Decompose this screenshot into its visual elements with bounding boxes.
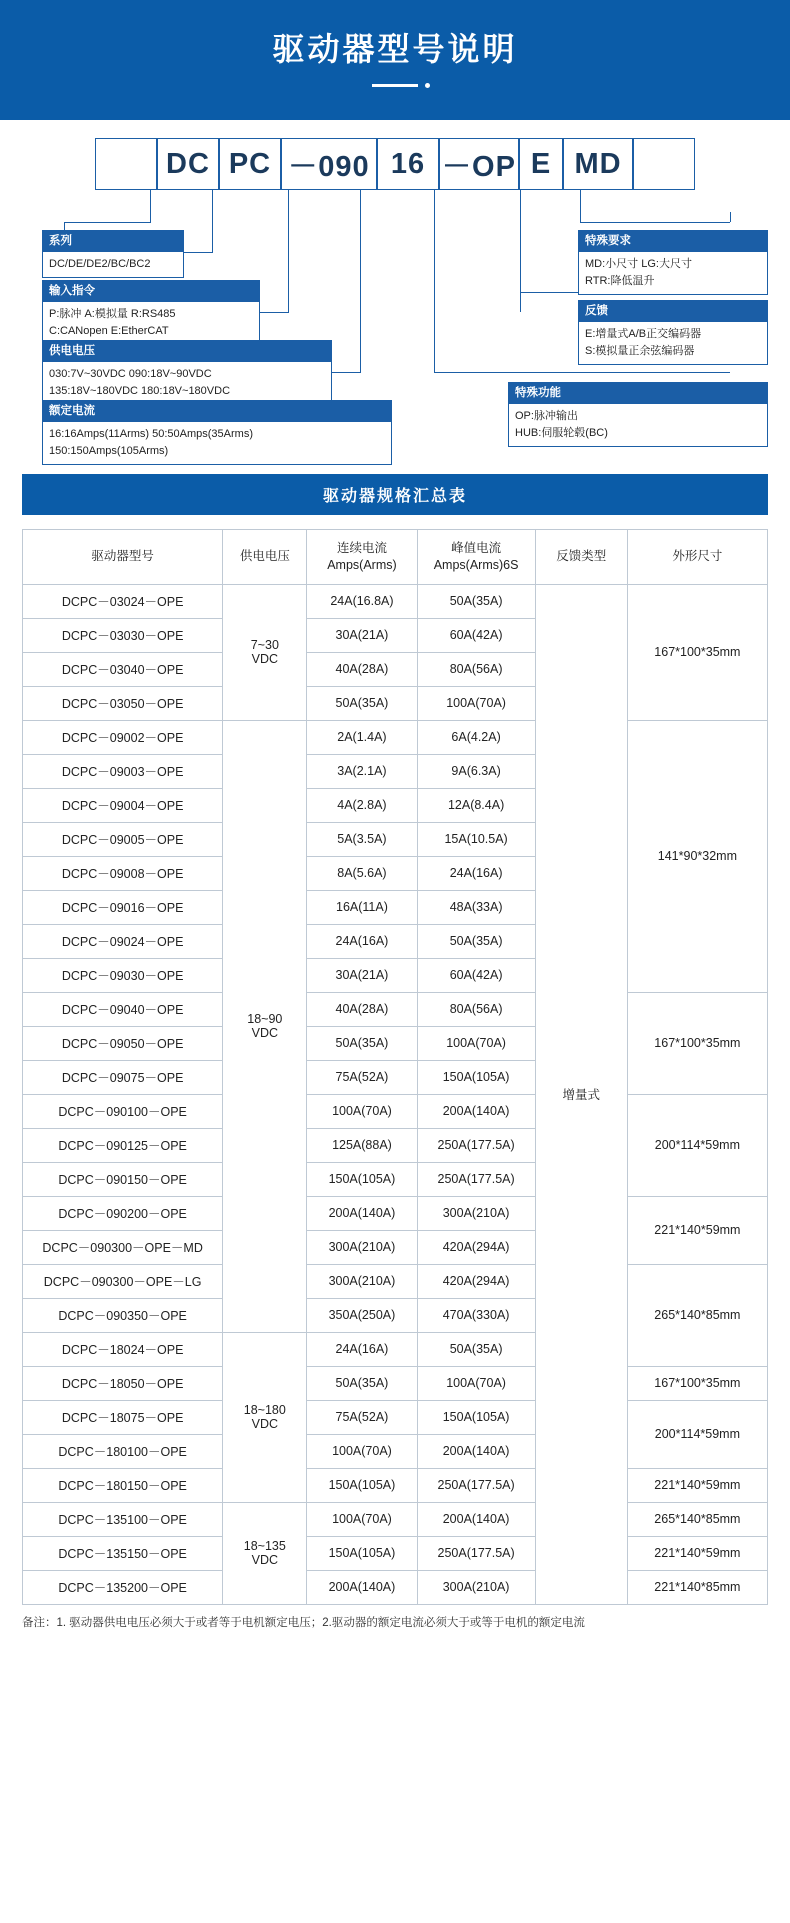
cell-continuous-current: 100A(70A) [307,1094,417,1128]
cell-continuous-current: 40A(28A) [307,992,417,1026]
callout-feedback [578,300,768,365]
cell-continuous-current: 3A(2.1A) [307,754,417,788]
cell-peak-current: 250A(177.5A) [417,1128,535,1162]
callout-input-command-body [43,302,259,344]
cell-dimensions: 141*90*32mm [627,720,767,992]
cell-continuous-current: 24A(16A) [307,924,417,958]
cell-peak-current: 150A(105A) [417,1060,535,1094]
cell-model: DCPC－18024－OPE [23,1332,223,1366]
cell-peak-current: 100A(70A) [417,1026,535,1060]
cell-continuous-current: 350A(250A) [307,1298,417,1332]
cell-model: DCPC－09030－OPE [23,958,223,992]
cell-peak-current: 470A(330A) [417,1298,535,1332]
callout-supply-voltage-body [43,362,331,404]
code-cell-current: 16 [377,138,439,190]
cell-dimensions: 221*140*59mm [627,1468,767,1502]
table-row [23,1570,768,1604]
cell-continuous-current: 300A(210A) [307,1230,417,1264]
callout-feedback-line1: E:增量式A/B正交编码器 [585,327,702,340]
model-code-row [22,138,768,190]
cell-continuous-current: 40A(28A) [307,652,417,686]
cell-voltage-group: 18~135 VDC [223,1502,307,1604]
cell-continuous-current: 5A(3.5A) [307,822,417,856]
cell-dimensions: 221*140*59mm [627,1536,767,1570]
code-cell-0 [95,138,157,190]
cell-peak-current: 250A(177.5A) [417,1536,535,1570]
spec-table [22,529,768,1605]
cell-continuous-current: 2A(1.4A) [307,720,417,754]
table-row [23,1196,768,1230]
cell-model: DCPC－135100－OPE [23,1502,223,1536]
cell-peak-current: 150A(105A) [417,1400,535,1434]
table-row [23,1536,768,1570]
cell-dimensions: 200*114*59mm [627,1400,767,1468]
cell-continuous-current: 100A(70A) [307,1434,417,1468]
cell-voltage-group: 18~90 VDC [223,720,307,1332]
table-row [23,1264,768,1298]
col-header-continuous-current: 连续电流 Amps(Arms) [307,530,417,585]
code-cell-command: PC [219,138,281,190]
cell-model: DCPC－09003－OPE [23,754,223,788]
cell-continuous-current: 200A(140A) [307,1570,417,1604]
table-row [23,1094,768,1128]
col-header-model: 驱动器型号 [23,530,223,585]
model-code-diagram [22,120,768,470]
cell-peak-current: 250A(177.5A) [417,1468,535,1502]
cell-peak-current: 12A(8.4A) [417,788,535,822]
cell-peak-current: 50A(35A) [417,1332,535,1366]
code-cell-series: DC [157,138,219,190]
cell-continuous-current: 24A(16A) [307,1332,417,1366]
cell-peak-current: 100A(70A) [417,1366,535,1400]
cell-peak-current: 250A(177.5A) [417,1162,535,1196]
cell-dimensions: 221*140*59mm [627,1196,767,1264]
callout-special-requirement-header: 特殊要求 [579,231,767,252]
cell-continuous-current: 16A(11A) [307,890,417,924]
cell-model: DCPC－03050－OPE [23,686,223,720]
cell-peak-current: 15A(10.5A) [417,822,535,856]
callout-input-command-line2: C:CANopen E:EtherCAT [49,324,169,337]
cell-voltage-group: 7~30 VDC [223,584,307,720]
cell-peak-current: 300A(210A) [417,1570,535,1604]
cell-model: DCPC－09024－OPE [23,924,223,958]
cell-peak-current: 9A(6.3A) [417,754,535,788]
callout-feedback-line2: S:模拟量正余弦编码器 [585,344,695,357]
title-underline-decoration [372,84,418,87]
callout-supply-voltage [42,340,332,405]
cell-peak-current: 420A(294A) [417,1230,535,1264]
cell-model: DCPC－135200－OPE [23,1570,223,1604]
table-row [23,720,768,754]
cell-model: DCPC－09040－OPE [23,992,223,1026]
callout-rated-current-header: 额定电流 [43,401,391,422]
cell-feedback-type: 增量式 [535,584,627,1604]
cell-model: DCPC－090125－OPE [23,1128,223,1162]
cell-peak-current: 50A(35A) [417,584,535,618]
cell-model: DCPC－090300－OPE－MD [23,1230,223,1264]
cell-model: DCPC－18075－OPE [23,1400,223,1434]
cell-peak-current: 48A(33A) [417,890,535,924]
cell-continuous-current: 300A(210A) [307,1264,417,1298]
callout-input-command [42,280,260,345]
leader-line-current-v [360,190,361,372]
cell-model: DCPC－09002－OPE [23,720,223,754]
cell-peak-current: 300A(210A) [417,1196,535,1230]
cell-model: DCPC－09050－OPE [23,1026,223,1060]
cell-dimensions: 265*140*85mm [627,1502,767,1536]
cell-peak-current: 200A(140A) [417,1502,535,1536]
cell-dimensions: 167*100*35mm [627,1366,767,1400]
callout-rated-current-body [43,422,391,464]
cell-model: DCPC－090300－OPE－LG [23,1264,223,1298]
cell-dimensions: 167*100*35mm [627,992,767,1094]
code-cell-function: －OP [439,138,519,190]
callout-supply-voltage-header: 供电电压 [43,341,331,362]
cell-peak-current: 420A(294A) [417,1264,535,1298]
cell-model: DCPC－180150－OPE [23,1468,223,1502]
callout-special-requirement [578,230,768,295]
callout-special-function-body [509,404,767,446]
cell-model: DCPC－180100－OPE [23,1434,223,1468]
table-row [23,584,768,618]
cell-peak-current: 200A(140A) [417,1434,535,1468]
cell-model: DCPC－03040－OPE [23,652,223,686]
cell-peak-current: 24A(16A) [417,856,535,890]
cell-model: DCPC－090200－OPE [23,1196,223,1230]
table-row [23,1502,768,1536]
leader-line-voltage-v [288,190,289,312]
code-cell-feedback: E [519,138,563,190]
cell-continuous-current: 50A(35A) [307,686,417,720]
table-body [23,584,768,1604]
cell-voltage-group: 18~180 VDC [223,1332,307,1502]
col-header-peak-current: 峰值电流 Amps(Arms)6S [417,530,535,585]
cell-continuous-current: 75A(52A) [307,1400,417,1434]
callout-input-command-line1: P:脉冲 A:模拟量 R:RS485 [49,307,176,320]
col-header-voltage: 供电电压 [223,530,307,585]
cell-model: DCPC－090350－OPE [23,1298,223,1332]
cell-continuous-current: 100A(70A) [307,1502,417,1536]
cell-continuous-current: 150A(105A) [307,1468,417,1502]
cell-model: DCPC－03030－OPE [23,618,223,652]
cell-continuous-current: 200A(140A) [307,1196,417,1230]
leader-line-feedback-v [520,190,521,312]
cell-dimensions: 200*114*59mm [627,1094,767,1196]
table-header-row [23,530,768,585]
cell-model: DCPC－09008－OPE [23,856,223,890]
cell-peak-current: 50A(35A) [417,924,535,958]
cell-continuous-current: 150A(105A) [307,1536,417,1570]
callout-special-function-line1: OP:脉冲输出 [515,409,578,422]
cell-model: DCPC－09005－OPE [23,822,223,856]
footer-note: 备注：1. 驱动器供电电压必须大于或者等于电机额定电压；2.驱动器的额定电流必须大于或等于电机的额定电流 [22,1616,585,1629]
cell-continuous-current: 24A(16.8A) [307,584,417,618]
cell-peak-current: 80A(56A) [417,652,535,686]
callout-special-function [508,382,768,447]
cell-model: DCPC－18050－OPE [23,1366,223,1400]
callout-special-function-line2: HUB:伺服轮毂(BC) [515,426,608,439]
cell-model: DCPC－090100－OPE [23,1094,223,1128]
cell-peak-current: 100A(70A) [417,686,535,720]
leader-line-special-drop [730,212,731,222]
cell-dimensions: 167*100*35mm [627,584,767,720]
callout-rated-current [42,400,392,465]
cell-peak-current: 80A(56A) [417,992,535,1026]
leader-line-special-h [580,222,730,223]
cell-continuous-current: 50A(35A) [307,1026,417,1060]
cell-continuous-current: 30A(21A) [307,958,417,992]
leader-line-series-v [150,190,151,222]
callout-rated-current-line2: 150:150Amps(105Arms) [49,444,169,457]
callout-rated-current-line1: 16:16Amps(11Arms) 50:50Amps(35Arms) [49,427,253,440]
callout-series-header: 系列 [43,231,183,252]
cell-dimensions: 221*140*85mm [627,1570,767,1604]
cell-continuous-current: 8A(5.6A) [307,856,417,890]
cell-dimensions: 265*140*85mm [627,1264,767,1366]
leader-line-command-v [212,190,213,252]
callout-input-command-header: 输入指令 [43,281,259,302]
cell-model: DCPC－09075－OPE [23,1060,223,1094]
cell-continuous-current: 50A(35A) [307,1366,417,1400]
leader-line-series-h [64,222,151,223]
col-header-dimensions: 外形尺寸 [627,530,767,585]
cell-continuous-current: 125A(88A) [307,1128,417,1162]
cell-continuous-current: 4A(2.8A) [307,788,417,822]
callout-feedback-body [579,322,767,364]
leader-line-special-v [580,190,581,222]
cell-model: DCPC－09016－OPE [23,890,223,924]
page-title: 驱动器型号说明 [272,31,518,67]
callout-special-requirement-body [579,252,767,294]
cell-peak-current: 200A(140A) [417,1094,535,1128]
cell-model: DCPC－135150－OPE [23,1536,223,1570]
cell-continuous-current: 30A(21A) [307,618,417,652]
cell-continuous-current: 75A(52A) [307,1060,417,1094]
table-row [23,1366,768,1400]
callout-special-function-header: 特殊功能 [509,383,767,404]
cell-model: DCPC－09004－OPE [23,788,223,822]
table-row [23,1400,768,1434]
code-cell-special: MD [563,138,633,190]
table-row [23,992,768,1026]
callout-series [42,230,184,278]
leader-line-function-v [434,190,435,372]
callout-supply-voltage-line2: 135:18V~180VDC 180:18V~180VDC [49,384,231,397]
callout-series-body: DC/DE/DE2/BC/BC2 [49,257,151,270]
cell-continuous-current: 150A(105A) [307,1162,417,1196]
cell-model: DCPC－03024－OPE [23,584,223,618]
col-header-feedback-type: 反馈类型 [535,530,627,585]
code-cell-8 [633,138,695,190]
cell-peak-current: 60A(42A) [417,958,535,992]
cell-model: DCPC－090150－OPE [23,1162,223,1196]
code-cell-voltage: －090 [281,138,377,190]
callout-supply-voltage-line1: 030:7V~30VDC 090:18V~90VDC [49,367,212,380]
spec-section-title: 驱动器规格汇总表 [22,474,768,515]
page-banner [0,0,790,120]
callout-special-requirement-line2: RTR:降低温升 [585,274,655,287]
table-row [23,1468,768,1502]
leader-line-function-h [434,372,730,373]
callout-feedback-header: 反馈 [579,301,767,322]
callout-special-requirement-line1: MD:小尺寸 LG:大尺寸 [585,257,692,270]
cell-peak-current: 6A(4.2A) [417,720,535,754]
cell-peak-current: 60A(42A) [417,618,535,652]
